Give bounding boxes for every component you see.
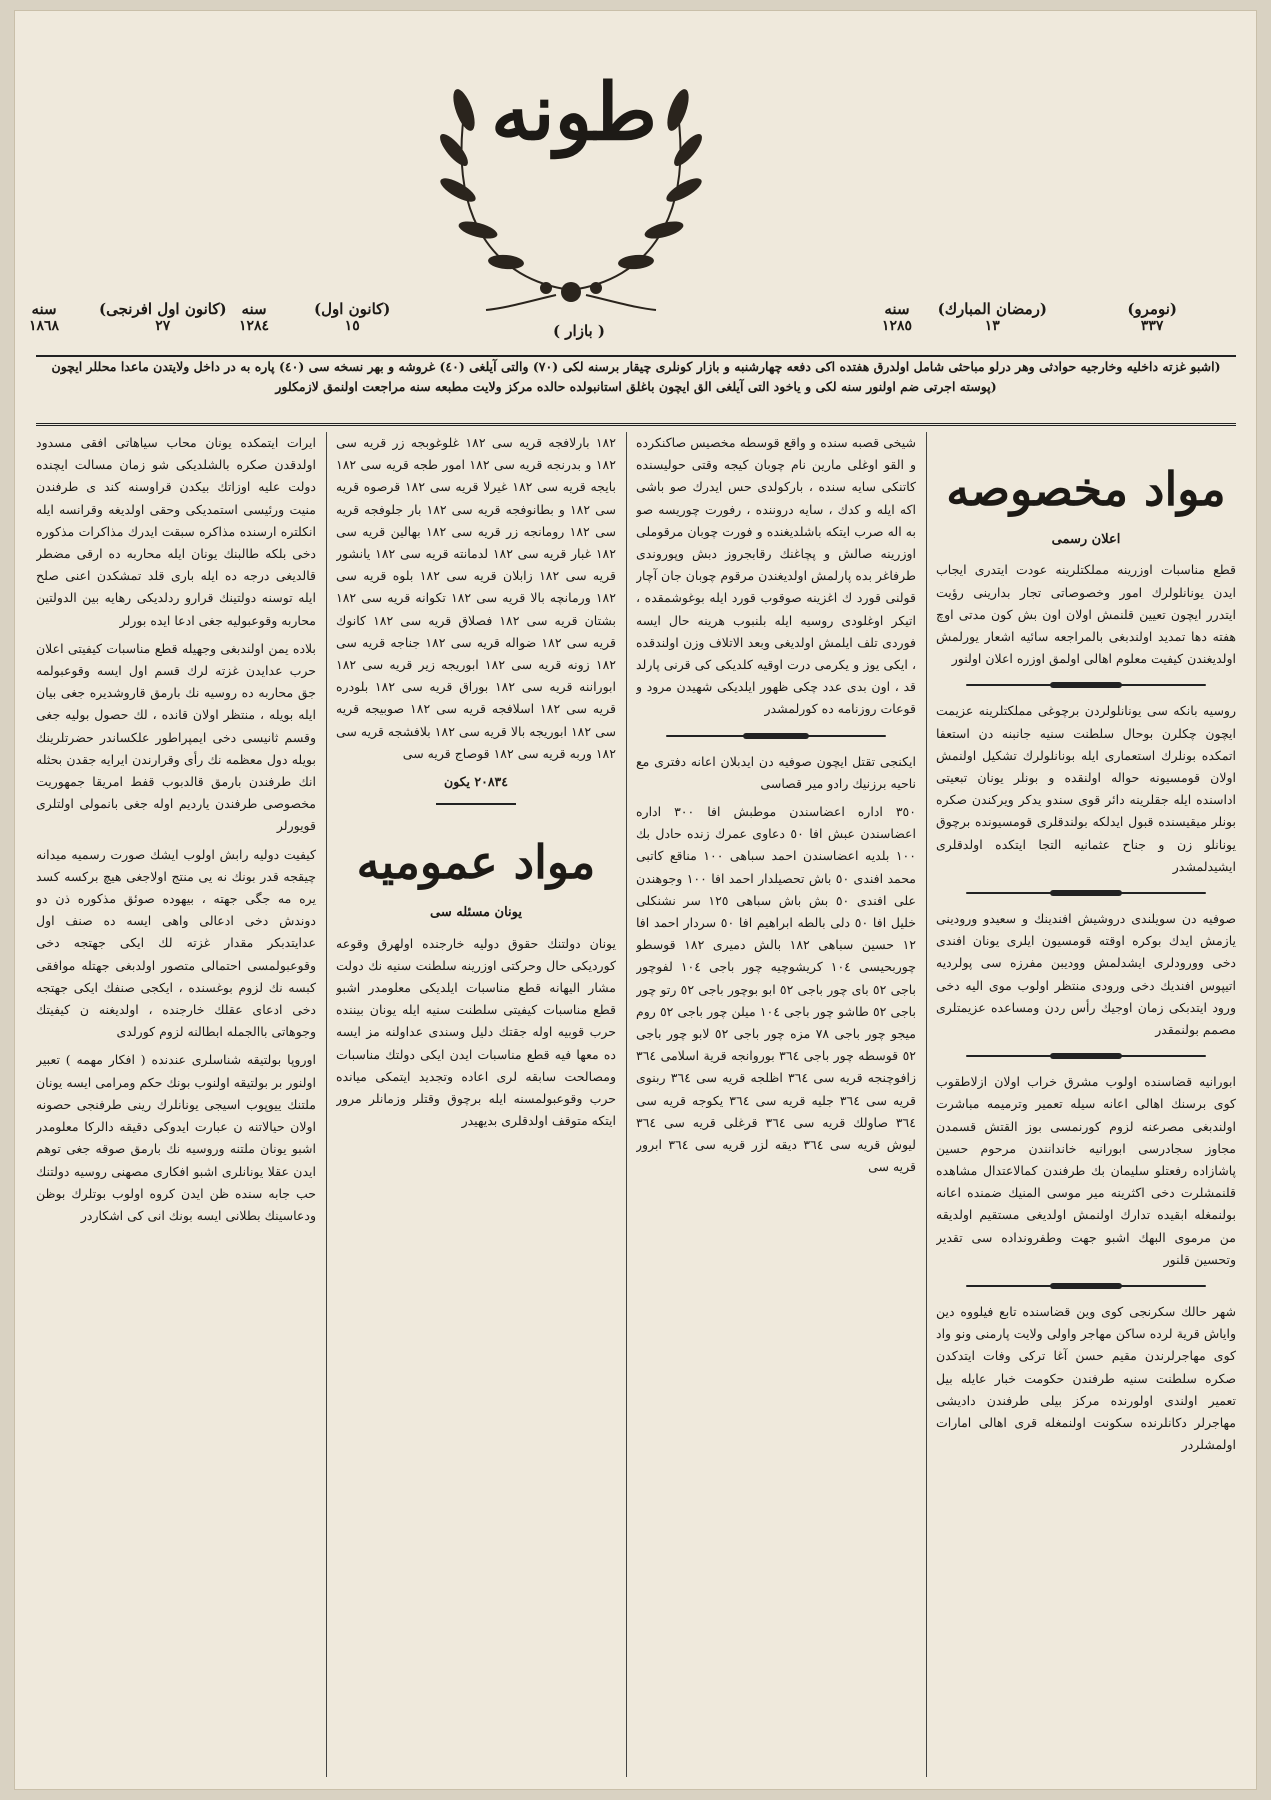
- hijri-year: [882, 300, 912, 334]
- column-rule: [626, 432, 627, 1777]
- village-donation-list: ١٨٢ بارلافجه قريه سى ١٨٢ غلوغوبجه زر قريه سى ١٨٢ و بدرنجه قريه سى ١٨٢ امور طجه قريه سى ١٨٢ بايجه قريه سى ١٨٢ غيرلا قريه سى ١٨٢ قرصوه قريه سى ١٨٢ و بطانوفجه قريه سى ١٨٢ بار جلوفجه قريه سى ١٨٢ رومانجه زر قريه سى ١٨٢ بهالين قريه سى ١٨٢ غبار قريه سى ١٨٢ لدمانته قريه سى ١٨٢ يانشور قريه سى ١٨٢ زابلان قريه سى ١٨٢ بلوه قريه سى ١٨٢ ورمانچه بالا قريه سى ١٨٢ تكوانه قريه سى ١٨٢ بشتان قريه سى ١٨٢ فصلاق قريه سى ١٨٢ كانوك قريه سى ١٨٢ ضواله قريه سى ١٨٢ جناجه قريه سى ١٨٢ زونه قريه سى ١٨٢ ابوريجه زير قريه سى ١٨٢ ابوراننه قريه سى ١٨٢ بوراق قريه سى ١٨٢ بلودره قريه سى ١٨٢ اسلافجه قريه سى ١٨٢ صوبيجه قريه سى ١٨٢ ابوريجه بالا قريه سى ١٨٢ بلافشجه قريه سى ١٨٢ وربه قريه سى ١٨٢ قوصاج قريه سى: [336, 435, 616, 761]
- article-paragraph: يونان دولتنك حقوق دوليه خارجنده اولهرق وقوعه كورديكى حال وحركتى اوزرينه سلطنت سنيه نك دولت مشار اليهانه قطع مناسبات ايلديكى معلومدر اشبو قطع مناسبات كيفيتى سلطنت سنيه ايله يونان بيننده حرب قوبيه اوله جقتك دليل وسندى عداولنه مز ايسه ده معها فيه قطع مناسبات ايدن ايكى دولتك مناسبات ومصالحت سابقه لرى اعاده وتجديد ايتمكى ميانده حرب وقوعبولمسنه ايله برچوق وقتلر وزمانلر مرور ايتكه متوقف اولدقلرى بديهيدر: [336, 935, 616, 1129]
- hijri-year-value: ١٢٨٥: [881, 318, 912, 334]
- section-divider: [966, 1279, 1206, 1293]
- rumi-month-value: ١٥: [344, 318, 360, 334]
- article-paragraph: بلاده يمن اولندبغى وجهيله قطع مناسبات كيفيتى اعلان حرب عدايدن غزته لرك قسم اول ايسه وقوعبولمه جق محاربه ده روسيه نك بارمق قاروشديره جغى بيان ايله بويله ، منتظر اولان قانده ، لك حصول بوليه جغى وقسم ثانيسى دخى ايمپراطور علكساندر حضرتلرينك بويله دول معظمه نك رأى وقرارندن ايرايه جقدن بحثله انك طرفندن بارمق قالدبوب قفط امريقا جمهوريت مخصوصى طرفندن يارديم اوله جغى بانمولى اولتلرى قويورلر: [36, 640, 316, 834]
- issue-number: [1127, 300, 1177, 334]
- column-3: [336, 432, 616, 1777]
- column-4: [36, 432, 316, 1777]
- newspaper-page: [14, 10, 1257, 1790]
- section-divider: [966, 1049, 1206, 1063]
- article-paragraph: ايرات ايتمكده يونان محاب سياهاتى افقى مسدود اولدقدن صكره بالشلديكى شو زمان مسالت ايچنده دولت عليه اوزاتك بيكدن قراوسنه كند ى طرفندن منيت ورئيسى استمديكى وحقى اولديغه وقرانسه ايله انكلتره ارسنده مذاكره سبقت ايدرك مذاكرات مذكوره دخى بلكه طالبنك يونان ايله محاربه ده ارقى مضطر قالديغى درجه ده ايله بارى قلد تمشكدن اعنى صلح ايله توسنه دولتينك قرارو ردلديكى رهايه بين الدولتين محاربه وقوعبوليه جغى ادعا ايده بورلر: [36, 435, 316, 628]
- rumi-month-label: (كانون اول): [314, 300, 391, 318]
- section-title-foreign: مواد مخصوصه: [946, 462, 1226, 516]
- hijri-year-label: سنه: [884, 300, 910, 318]
- greg-month-label: (كانون اول افرنجى): [99, 300, 227, 318]
- subscription-notice: [36, 355, 1236, 426]
- column-rule: [926, 432, 927, 1777]
- rumi-year-label: سنه: [241, 300, 267, 318]
- article-paragraph: ابورانيه قضاسنده اولوب مشرق خراب اولان ازلاطقوب كوى برسنك اهالى اعانه سيله تعمير وترميمه مباشرت اولندبغى مصرعنه لزوم كورنمسى بوز القتش قسمدن مجاوز سجادرسى ابورانيه خاندانندن مرحوم حسين پاشازاده رفعتلو سليمان بك طرفندن كمالاعتدال مشاهده قلنمشلرت دخى اكثرينه مير موسى المنيك ضمنده اعانه بولنمغله ابقيده تدارك اولنمش اولديغى مستقيم اولديقه من مرموى البهك اشبو جهت وطفرونداده سى تقدير وتحسين قلنور: [936, 1074, 1236, 1267]
- rumi-year: [239, 300, 269, 334]
- article-paragraph: روسيه بانكه سى يونانلولردن برچوغى مملكتلرينه عزيمت ايچون چكلرن بوحال سلطنت سنيه جانبنه دن استعفا اتمكده بونلرك استعمارى ايله بونانلولرك تشكيل اولنمش اولان قومسيونه حواله اولنقده و بونلر يونان تبعيتى اداسنده ايله جقلرينه دائر قوى سندو يدكر ويركندن صكره بونلر ميقيسنده قبول ايدلكه بولندقلرى قومسيونده برچوق يونانلو زن و جناح عثمانيه التجا ايتكده اولدقلرى ايشيدلمشدر: [936, 703, 1236, 874]
- notice-line-1: (اشبو غزته داخليه وخارجيه حوادثى وهر درلو مباحثى شامل اولدرق هفتده اكى دفعه چهارشنبه و بازار كونلرى چيقار برسنه لكى (٧٠) والتى آيلغى (٤٠) غروشه و بهر نسخه سى (٤٠) پاره به در داخل ولايتدن ماعدا محللر ايچون: [51, 359, 1221, 374]
- article-paragraph: كيفيت دوليه رابش اولوب ايشك صورت رسميه ميدانه چيقجه قدر بونك نه يى منتج اولاجغى هيچ بركسه كسد يره مه جگى جهته ، بيهوده صوئق مذكوره ذن دو دوندش دخى ادعالى واهى ايسه ده صنف اول عدايتدبكر مقدار غزته لك ايكى جهتجه دخى وقوعبولمسى احتمالى متصور اولدبغى جهتله موافقى كبسه نك لزوم بوغسنده ، ايكجى صنفك ايكى جهتجه دخى ادعاى عقلك خارجنده ، اولديغنه ن كيفيتك وجوهاتى باالجمله ابطالنه لزوم كورلدى: [36, 846, 316, 1040]
- donation-total: ٢٠٨٣٤ يكون: [444, 774, 508, 790]
- weekday: ( بازار ): [552, 322, 606, 340]
- article-paragraph: صوفيه دن سويلندى دروشيش افندينك و سعيدو ورودينى يازمش ايدك بوكره اوقته قومسيون ايلرى يونان افندى دخى وورودلرى ايشدلمش ووديبن مفرزه سى پولرديه اتيپوس افنديك دخى ورودى منتظر اولوب موى اليه دخى ورود ايتدبكى زمان اوجيك رأس ردن ومساعده عزيمتلرى مصمم بولنمقدر: [936, 911, 1236, 1038]
- greg-year-label: سنه: [31, 300, 57, 318]
- column-1: [936, 432, 1236, 1777]
- newspaper-title: طونه: [491, 67, 657, 158]
- greg-year-value: ١٨٦٨: [29, 318, 60, 334]
- issue-label: (نومرو): [1127, 300, 1177, 318]
- section-divider: [966, 886, 1206, 900]
- notice-line-2: (پوسته اجرتى ضم اولنور سنه لكى و ياخود التى آيلغى الق ايچون باغلق استانبولده حالده مركز ولايت مطبعه سنه مراجعت اولنمق لازمكلور: [275, 379, 997, 394]
- greg-month-value: ٢٧: [155, 318, 171, 334]
- hijri-month-label: (رمضان المبارك): [937, 300, 1047, 318]
- short-rule: [436, 803, 516, 805]
- section-divider: [666, 729, 886, 743]
- hijri-month-value: ١٣: [984, 318, 1000, 334]
- section-title-general: مواد عموميه: [356, 835, 596, 890]
- hijri-date: [938, 300, 1047, 334]
- issue-value: ٣٣٧: [1140, 318, 1164, 334]
- gregorian-year: [29, 300, 59, 334]
- gregorian-date: [99, 300, 227, 334]
- section-divider: [966, 678, 1206, 692]
- rumi-date: [314, 300, 390, 334]
- rumi-year-value: ١٢٨٤: [239, 318, 270, 334]
- section-subtitle-official: اعلان رسمى: [1051, 532, 1121, 548]
- column-rule: [326, 432, 327, 1777]
- column-2: [636, 432, 916, 1777]
- section-subtitle-greek-question: يونان مسئله سى: [430, 905, 522, 921]
- article-paragraph: قطع مناسبات اوزرينه مملكتلرينه عودت ايتدرى ايجاب ايدن يونانلولرك امور وخصوصاتى تجار بدارينى رؤيت ايتدرر ايچون تعيين قلنمش اولان اون بش كون مدتى اوچ هفته دها تمديد اولندبغى بالمراجعه سائيه اشعار يورلمش اولديغندن كيفيت معلوم اهالى اولمق اوزره اعلان اولنور: [936, 562, 1236, 667]
- donation-list: ٣٥٠ اداره اعضاسندن موطبش افا ٣٠٠ اداره اعضاسندن عبش افا ٥٠ دعاوى عمرك زنده حادل بك ١٠٠ بلديه اعضاسندن احمد سباهى ١٠٠ مناقع كاتبى محمد افندى ٥٠ باش تحصيلدار احمد افا ١٠٠ وجوهندن على افندى ٥٠ بش باش سباهى ١٢٥ سر نشنكلى خليل افا ٥٠ دلى بالطه ابراهيم افا ٥٠ سردار احمد افا ١٢ حسين سباهى ١٨٢ بالش دميرى ١٨٢ قوسطو چوربحيسى ١٠٤ كريشوچيه چور باجى ١٠٤ لفوچور باجى ٥٢ بای چور باجى ٥٢ ابو بوچور باجى ٥٢ رتو چور باجى ٥٢ طاشو چور باجى ١٠٤ ميلن چور باجى ٥٢ روم ميجو چور باجى ٧٨ مزه چور باجى ٥٢ لابو چور باجى ٥٢ قوسطه چور باجى ٣٦٤ بوروانجه قرية اسلامى ٣٦٤ زافوچنجه قريه سى ٣٦٤ اظلجه قريه سى ٣٦٤ ربنوى قريه سى ٣٦٤ جليه قريه سى ٣٦٤ يكوجه قريه سى ٣٦٤ صاولك قريه سى ٣٦٤ قرغلى قريه سى ٣٦٤ ليوش قريه سى ٣٦٤ ديقه لزر قريه سى ٣٦٤ ابرور قريه سى: [636, 804, 916, 1175]
- article-paragraph: شهر حالك سكرنجى كوى وين قضاسنده تابع فيلووه دين واياش قرية لرده ساكن مهاجر واولى ولايت پارمنى ونو واد كوى مهاجرلرندن مقيم حسن آغا تركى وفات ايتدكدن صكره سلطنت سنيه طرفندن حكومت خبار عايله بيل تعمير اولندى اولورنده مركز بيلى طرفندن داديشى مهاجرلر دكانلرنده سكونت اولنمغله قرى اهالى امارات اولمشلردر: [936, 1304, 1236, 1453]
- masthead: [14, 10, 1257, 340]
- article-paragraph: اوروپا بولتيقه شناسلرى عندنده ( افكار مهمه ) تعبير اولنور بر بولتيقه اولنوب بونك حكم ومرامى ايسه يونان ملتنك ييوپوب اسيجى يونانلرك رينى طرفنجى حصونه اولان حيالاتنه ن عبارت ايدوكى دقيقه دالركا معلومدر اشبو يونان ملتنه وروسيه نك بارمق صوقه جغى توهم ايدن عقلا يونانلرى اشبو افكارى مصهنى روسيه دولتنك حب جابه سنده ظن ايدن كروه اولوب بوتلرك بوظن ودعاسينك بطلانى ايسه بونك انى كى اشكاردر: [36, 1052, 316, 1223]
- article-columns: [36, 432, 1236, 1777]
- article-paragraph: ايكنجى تقتل ايچون صوفيه دن ايدبلان اعانه دفترى مع ناحيه برزنيك رادو مير قصاسى: [636, 753, 916, 791]
- article-paragraph: شيخى قصبه سنده و واقع قوسطه مخصيس صاكنكرده و القو اوغلى مارين نام چوبان كيجه وقتى حوليسنده كاتنكى سايه سنده ، باركولدى حس ايدرك صو باشى اكه ايله و كدك ، سايه دروننده ، رفورت چوريسه صو به اله صرب ايتكه باشلديغنده و فورت چوبان مرقوملى اوزرينه صالش و پچاغنك رقابجروز دبش وپوروندى طرفاغر بده پارلمش اولديغندن مرقوم چوبان جان آچار قولنى قورد ك اغزينه صوقوب قورد ايله بوغوشمقده ، اتيكر اوغلودى روسيه ايله بلنبوب هرينه حال ايسه فوردى تلف ايلمش اولديغى وبعد الاتلاف وزن اولندقده ، ايكى يوز و يكرمى درت اوقيه كلديكى كى قرنى پارلد قد ، اون بدى عدد چكى ظهور ايلديكى شهيدن مرود و قوعات روزنامه ده كورلمشدر: [636, 435, 916, 717]
